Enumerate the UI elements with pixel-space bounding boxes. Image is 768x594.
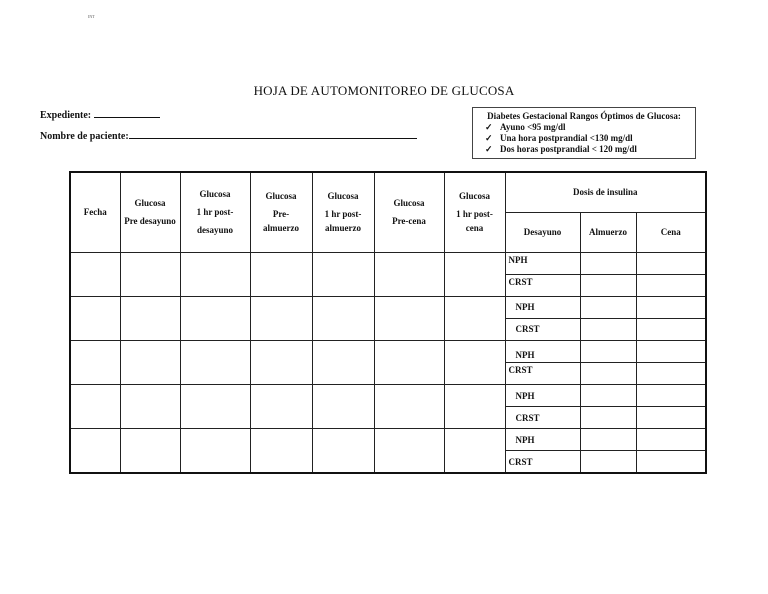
header-line: 1 hr post- — [324, 209, 362, 220]
dose-cell[interactable] — [580, 407, 636, 429]
check-icon: ✓ — [485, 133, 493, 143]
dose-cell[interactable] — [580, 318, 636, 340]
header-line: Pre desayuno — [124, 216, 176, 227]
header-line: Pre- — [272, 209, 290, 220]
header-line: desayuno — [196, 225, 233, 236]
header-line: Glucosa — [199, 189, 231, 200]
range-text: Una hora postprandial <130 mg/dl — [500, 133, 633, 143]
dose-cell[interactable] — [636, 385, 706, 407]
header-line: Glucosa — [458, 191, 490, 202]
glucose-cell[interactable] — [444, 296, 505, 340]
fecha-cell[interactable] — [70, 252, 120, 296]
glucose-cell[interactable] — [312, 385, 374, 429]
header-line: 1 hr post- — [196, 207, 234, 218]
crst-label[interactable]: CRST — [505, 451, 580, 473]
glucose-cell[interactable] — [250, 341, 312, 385]
dose-cell[interactable] — [580, 363, 636, 385]
header-desayuno: Desayuno — [505, 212, 580, 252]
glucose-cell[interactable] — [312, 252, 374, 296]
check-icon: ✓ — [485, 122, 493, 132]
header-line: cena — [465, 223, 484, 234]
header-line: Glucosa — [134, 198, 166, 209]
dose-cell[interactable] — [636, 341, 706, 363]
fecha-cell[interactable] — [70, 296, 120, 340]
glucose-cell[interactable] — [250, 385, 312, 429]
header-glucosa-post-desayuno — [180, 172, 250, 252]
expediente-label: Expediente: — [40, 110, 92, 121]
header-line: Glucosa — [327, 191, 359, 202]
page-title: HOJA DE AUTOMONITOREO DE GLUCOSA — [253, 83, 515, 98]
dose-cell[interactable] — [636, 429, 706, 451]
fecha-cell[interactable] — [70, 429, 120, 473]
header-line: Glucosa — [265, 191, 297, 202]
nph-label[interactable]: NPH — [505, 341, 580, 363]
glucose-cell[interactable] — [312, 341, 374, 385]
range-text: Dos horas postprandial < 120 mg/dl — [500, 144, 637, 154]
glucose-cell[interactable] — [180, 385, 250, 429]
paciente-field — [40, 129, 417, 142]
glucose-cell[interactable] — [374, 429, 444, 473]
range-item — [479, 122, 689, 133]
crst-label[interactable]: CRST — [505, 318, 580, 340]
dose-cell[interactable] — [636, 407, 706, 429]
dose-cell[interactable] — [580, 296, 636, 318]
glucose-log-table — [69, 171, 707, 474]
check-icon: ✓ — [485, 144, 493, 154]
paciente-label: Nombre de paciente: — [40, 131, 129, 142]
crst-label[interactable]: CRST — [505, 363, 580, 385]
dose-cell[interactable] — [636, 363, 706, 385]
glucose-cell[interactable] — [250, 296, 312, 340]
header-glucosa-pre-almuerzo — [250, 172, 312, 252]
glucose-cell[interactable] — [250, 252, 312, 296]
nph-label[interactable]: NPH — [505, 252, 580, 274]
glucose-cell[interactable] — [444, 341, 505, 385]
corner-mark: INT — [88, 14, 95, 19]
glucose-cell[interactable] — [312, 296, 374, 340]
glucose-cell[interactable] — [120, 385, 180, 429]
header-dosis-insulina: Dosis de insulina — [505, 172, 706, 212]
nph-label[interactable]: NPH — [505, 429, 580, 451]
glucose-cell[interactable] — [180, 341, 250, 385]
nph-label[interactable]: NPH — [505, 296, 580, 318]
dose-cell[interactable] — [636, 451, 706, 473]
dose-cell[interactable] — [580, 385, 636, 407]
header-fecha: Fecha — [70, 172, 120, 252]
glucose-cell[interactable] — [444, 429, 505, 473]
expediente-input-line[interactable] — [94, 108, 160, 118]
glucose-cell[interactable] — [180, 296, 250, 340]
dose-cell[interactable] — [580, 274, 636, 296]
glucose-cell[interactable] — [250, 429, 312, 473]
glucose-cell[interactable] — [374, 252, 444, 296]
glucose-cell[interactable] — [180, 252, 250, 296]
glucose-cell[interactable] — [374, 385, 444, 429]
glucose-ranges-box — [472, 107, 696, 159]
dose-cell[interactable] — [580, 341, 636, 363]
header-line: Glucosa — [393, 198, 425, 209]
header-line: almuerzo — [263, 223, 299, 234]
header-glucosa-pre-desayuno — [120, 172, 180, 252]
glucose-cell[interactable] — [120, 252, 180, 296]
header-line: 1 hr post- — [456, 209, 493, 220]
glucose-cell[interactable] — [120, 429, 180, 473]
range-item — [479, 133, 689, 144]
glucose-cell[interactable] — [374, 296, 444, 340]
header-line: almuerzo — [325, 223, 361, 234]
glucose-cell[interactable] — [444, 385, 505, 429]
glucose-cell[interactable] — [312, 429, 374, 473]
header-glucosa-pre-cena — [374, 172, 444, 252]
ranges-heading: Diabetes Gestacional Rangos Óptimos de Glucosa: — [487, 111, 681, 121]
dose-cell[interactable] — [636, 318, 706, 340]
glucose-cell[interactable] — [374, 341, 444, 385]
expediente-field — [40, 108, 160, 121]
dose-cell[interactable] — [636, 296, 706, 318]
dose-cell[interactable] — [580, 252, 636, 274]
fecha-cell[interactable] — [70, 385, 120, 429]
crst-label[interactable]: CRST — [505, 407, 580, 429]
glucose-cell[interactable] — [120, 296, 180, 340]
header-glucosa-post-cena — [444, 172, 505, 252]
nph-label[interactable]: NPH — [505, 385, 580, 407]
header-line: Pre-cena — [392, 216, 426, 227]
dose-cell[interactable] — [636, 252, 706, 274]
header-almuerzo: Almuerzo — [580, 212, 636, 252]
dose-cell[interactable] — [636, 274, 706, 296]
range-text: Ayuno <95 mg/dl — [500, 122, 566, 132]
dose-cell[interactable] — [580, 429, 636, 451]
glucose-cell[interactable] — [444, 252, 505, 296]
paciente-input-line[interactable] — [129, 129, 417, 139]
glucose-cell[interactable] — [120, 341, 180, 385]
fecha-cell[interactable] — [70, 341, 120, 385]
range-item — [479, 144, 689, 155]
dose-cell[interactable] — [580, 451, 636, 473]
glucose-cell[interactable] — [180, 429, 250, 473]
header-cena: Cena — [636, 212, 706, 252]
crst-label[interactable]: CRST — [505, 274, 580, 296]
header-glucosa-post-almuerzo — [312, 172, 374, 252]
